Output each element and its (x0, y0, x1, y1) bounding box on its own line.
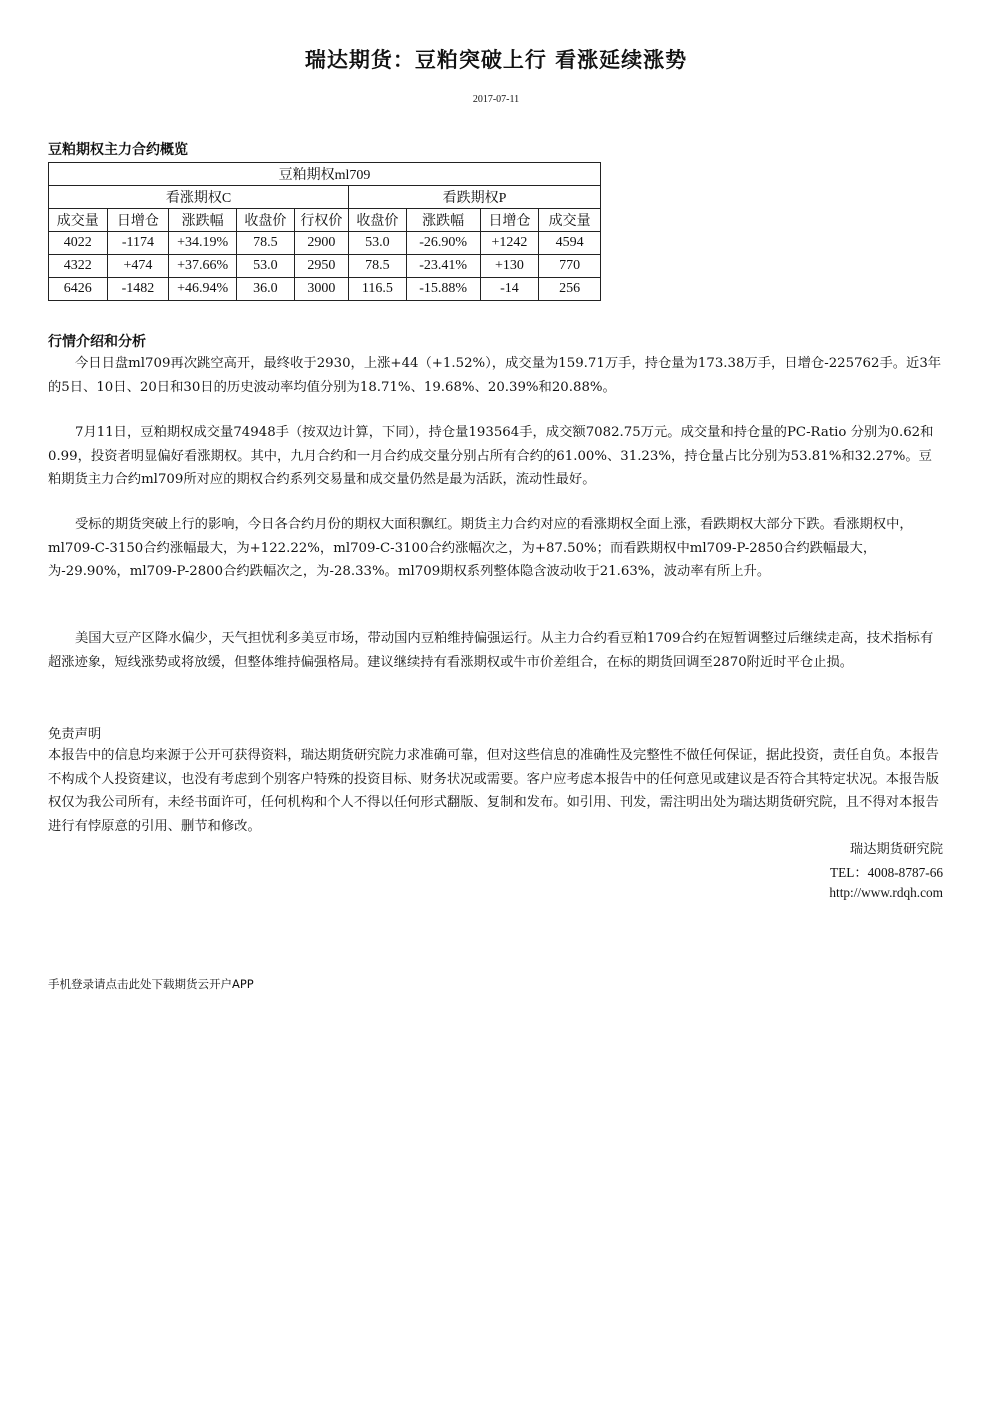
table-cell: +46.94% (169, 278, 237, 301)
signature-url[interactable]: http://www.rdqh.com (829, 885, 943, 900)
table-cell: 256 (539, 278, 601, 301)
disclaimer-heading: 免责声明 (48, 727, 102, 742)
analysis-paragraph: 受标的期货突破上行的影响，今日各合约月份的期权大面积飘红。期货主力合约对应的看涨期权全面上涨，看跌期权大部分下跌。看涨期权中，ml709-C-3150合约涨幅最大，为+122.22%，ml709-C-3100合约涨幅次之，为+87.50%；而看跌期权中ml709-P-2850合约跌幅最大，为-29.90%，ml709-P-2800合约跌幅次之，为-28.33%。ml709期权系列整体隐含波动收于21.63%，波动率有所上升。 (48, 517, 913, 580)
column-header-row (49, 209, 601, 232)
report-date: 2017-07-11 (472, 94, 520, 105)
table-cell: +34.19% (169, 232, 237, 255)
table-cell: 4594 (539, 232, 601, 255)
table-cell: +1242 (480, 232, 539, 255)
column-header: 日增仓 (480, 209, 539, 232)
table-caption: 豆粕期权ml709 (49, 163, 601, 186)
analysis-paragraph: 今日日盘ml709再次跳空高开，最终收于2930，上涨+44（+1.52%），成交量为159.71万手，持仓量为173.38万手，日增仓-225762手。近3年的5日、10日、20日和30日的历史波动率均值分别为18.71%、19.68%、20.39%和20.88%。 (48, 356, 942, 395)
table-cell: 4022 (49, 232, 108, 255)
table-cell: -15.88% (406, 278, 480, 301)
column-header: 日增仓 (107, 209, 169, 232)
column-header: 收盘价 (237, 209, 295, 232)
table-cell: -14 (480, 278, 539, 301)
put-header: 看跌期权P (349, 186, 601, 209)
column-header: 涨跌幅 (169, 209, 237, 232)
table-cell: 53.0 (237, 255, 295, 278)
table-cell: +37.66% (169, 255, 237, 278)
table-cell: -26.90% (406, 232, 480, 255)
page-title: 瑞达期货：豆粕突破上行 看涨延续涨势 (304, 48, 688, 72)
column-header: 行权价 (294, 209, 348, 232)
table-cell: +474 (107, 255, 169, 278)
table-cell: +130 (480, 255, 539, 278)
column-header: 成交量 (49, 209, 108, 232)
analysis-heading: 行情介绍和分析 (48, 334, 146, 350)
table-cell: 116.5 (349, 278, 407, 301)
disclaimer-text: 本报告中的信息均来源于公开可获得资料，瑞达期货研究院力求准确可靠，但对这些信息的准确性及完整性不做任何保证，据此投资，责任自负。本报告不构成个人投资建议，也没有考虑到个别客户特殊的投资目标、财务状况或需要。客户应考虑本报告中的任何意见或建议是否符合其特定状况。本报告版权仅为我公司所有，未经书面许可，任何机构和个人不得以任何形式翻版、复制和发布。如引用、刊发，需注明出处为瑞达期货研究院，且不得对本报告进行有悖原意的引用、删节和修改。 (48, 748, 939, 834)
table-cell: 78.5 (237, 232, 295, 255)
table-cell: 53.0 (349, 232, 407, 255)
column-header: 涨跌幅 (406, 209, 480, 232)
table-row (49, 232, 601, 255)
column-header: 成交量 (539, 209, 601, 232)
call-header: 看涨期权C (49, 186, 349, 209)
app-download-link[interactable]: 手机登录请点击此处下载期货云开户APP (48, 977, 254, 991)
table-cell: 2900 (294, 232, 348, 255)
analysis-paragraph: 美国大豆产区降水偏少，天气担忧利多美豆市场，带动国内豆粕维持偏强运行。从主力合约看豆粕1709合约在短暂调整过后继续走高，技术指标有超涨迹象，短线涨势或将放缓，但整体维持偏强格局。建议继续持有看涨期权或牛市价差组合，在标的期货回调至2870附近时平仓止损。 (48, 631, 934, 670)
column-header: 收盘价 (349, 209, 407, 232)
options-table (48, 162, 601, 301)
overview-heading: 豆粕期权主力合约概览 (48, 142, 188, 158)
table-cell: 36.0 (237, 278, 295, 301)
table-cell: 770 (539, 255, 601, 278)
analysis-paragraph: 7月11日，豆粕期权成交量74948手（按双边计算，下同），持仓量193564手，成交额7082.75万元。成交量和持仓量的PC-Ratio 分别为0.62和0.99，投资者明显偏好看涨期权。其中，九月合约和一月合约成交量分别占所有合约的61.00%、31.23%，持仓量占比分别为53.81%和32.27%。豆粕期货主力合约ml709所对应的期权合约系列交易量和成交量仍然是最为活跃，流动性最好。 (48, 425, 934, 488)
table-cell: 3000 (294, 278, 348, 301)
signature-org: 瑞达期货研究院 (849, 841, 943, 856)
table-cell: 6426 (49, 278, 108, 301)
table-cell: -1482 (107, 278, 169, 301)
table-row (49, 278, 601, 301)
table-cell: -23.41% (406, 255, 480, 278)
table-cell: 4322 (49, 255, 108, 278)
table-cell: 78.5 (349, 255, 407, 278)
signature-tel: TEL：4008-8787-66 (829, 865, 943, 880)
table-cell: 2950 (294, 255, 348, 278)
table-row (49, 255, 601, 278)
table-cell: -1174 (107, 232, 169, 255)
